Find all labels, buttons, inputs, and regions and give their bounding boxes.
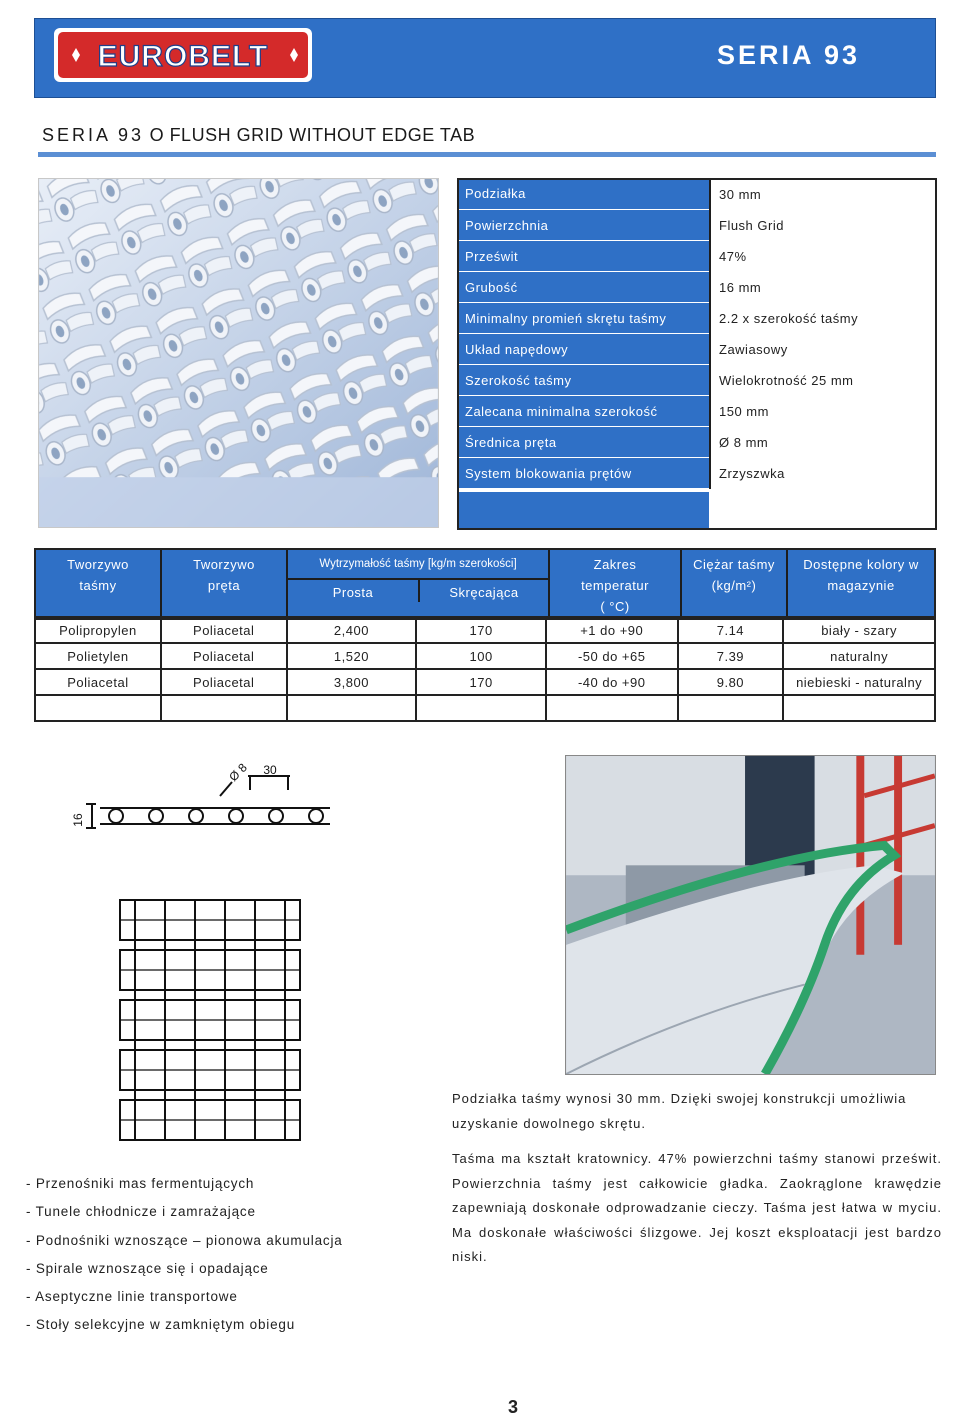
material-cell xyxy=(546,695,678,721)
application-item: - Podnośniki wznoszące – pionowa akumulacja xyxy=(26,1232,343,1248)
subtitle-name: O FLUSH GRID WITHOUT EDGE TAB xyxy=(149,125,476,145)
material-cell: 9.80 xyxy=(678,669,784,695)
spec-row xyxy=(457,303,937,334)
spec-row xyxy=(457,365,937,396)
belt-technical-drawing xyxy=(60,760,400,1160)
spec-label: System blokowania prętów xyxy=(457,458,710,489)
spec-value: Zawiasowy xyxy=(710,334,937,365)
application-item: - Spirale wznoszące się i opadające xyxy=(26,1260,269,1276)
materials-table-header xyxy=(34,548,936,620)
material-cell: biały - szary xyxy=(783,617,935,643)
spec-label: Prześwit xyxy=(457,241,710,272)
drawing-pitch-label: 30 xyxy=(263,763,277,777)
page-subtitle xyxy=(42,125,475,146)
material-cell: Polipropylen xyxy=(35,617,161,643)
material-cell: 170 xyxy=(416,617,546,643)
description-surface: Taśma ma kształt kratownicy. 47% powierzchni taśmy stanowi prześwit. Powierzchnia taśmy jest całkowicie gładka. Zaokrąglone krawędzie zapewniają doskonałe odprowadzanie cieczy. Taśma jest łatwa w myciu. Ma doskonałe właściwości ślizgowe. Jej koszt eksploatacji jest bardzo niski. xyxy=(452,1151,942,1264)
material-row xyxy=(35,617,935,643)
material-row xyxy=(35,643,935,669)
belt-product-photo xyxy=(38,178,439,528)
header-rod-material: Tworzywo pręta xyxy=(193,557,255,593)
spec-label: Grubość xyxy=(457,272,710,303)
spec-value: Wielokrotność 25 mm xyxy=(710,365,937,396)
material-cell: 170 xyxy=(416,669,546,695)
material-cell: naturalny xyxy=(783,643,935,669)
header-weight: Ciężar taśmy (kg/m²) xyxy=(693,557,775,593)
material-cell: Poliacetal xyxy=(161,643,287,669)
application-item: - Tunele chłodnicze i zamrażające xyxy=(26,1204,256,1220)
spec-value: 150 mm xyxy=(710,396,937,427)
header-colors: Dostępne kolory w magazynie xyxy=(803,557,919,593)
spec-label: Szerokość taśmy xyxy=(457,365,710,396)
spec-row xyxy=(457,179,937,210)
spec-value: 16 mm xyxy=(710,272,937,303)
application-item: - Aseptyczne linie transportowe xyxy=(26,1289,238,1305)
logo-text: EUROBELT xyxy=(97,40,269,73)
material-cell xyxy=(678,695,784,721)
material-cell: +1 do +90 xyxy=(546,617,678,643)
installation-photo xyxy=(565,755,936,1075)
subtitle-series: SERIA 93 xyxy=(42,125,145,145)
series-title: SERIA 93 xyxy=(716,40,860,70)
spec-label: Zalecana minimalna szerokość xyxy=(457,396,710,427)
eurobelt-logo xyxy=(54,28,312,82)
application-item: - Przenośniki mas fermentujących xyxy=(26,1176,255,1191)
spec-row xyxy=(457,427,937,458)
spec-row xyxy=(457,272,937,303)
material-cell: niebieski - naturalny xyxy=(783,669,935,695)
material-cell: -50 do +65 xyxy=(546,643,678,669)
material-cell xyxy=(35,695,161,721)
spec-value: Ø 8 mm xyxy=(710,427,937,458)
spec-value: 2.2 x szerokość taśmy xyxy=(710,303,937,334)
spec-value: 30 mm xyxy=(710,179,937,210)
spec-value: Zrzyszwka xyxy=(710,458,937,489)
material-cell: -40 do +90 xyxy=(546,669,678,695)
material-cell: 7.14 xyxy=(678,617,784,643)
material-cell xyxy=(287,695,417,721)
spec-label: Średnica pręta xyxy=(457,427,710,458)
header-straight: Prosta xyxy=(332,585,374,600)
material-cell: Poliacetal xyxy=(35,669,161,695)
spec-label: Minimalny promień skrętu taśmy xyxy=(457,303,710,334)
material-cell: Poliacetal xyxy=(161,617,287,643)
spec-row xyxy=(457,210,937,241)
material-cell xyxy=(783,695,935,721)
spec-value: 47% xyxy=(710,241,937,272)
page-number: 3 xyxy=(508,1397,519,1417)
application-item: - Stoły selekcyjne w zamkniętym obiegu xyxy=(26,1317,295,1333)
material-cell: Polietylen xyxy=(35,643,161,669)
material-cell: 7.39 xyxy=(678,643,784,669)
material-cell xyxy=(161,695,287,721)
material-cell: 100 xyxy=(416,643,546,669)
spec-table xyxy=(457,178,937,489)
subtitle-divider xyxy=(38,152,936,157)
spec-value: Flush Grid xyxy=(710,210,937,241)
spec-label: Powierzchnia xyxy=(457,210,710,241)
drawing-thickness-label: 16 xyxy=(71,813,85,827)
material-cell: 2,400 xyxy=(287,617,417,643)
material-cell: 1,520 xyxy=(287,643,417,669)
material-cell xyxy=(416,695,546,721)
material-cell: Poliacetal xyxy=(161,669,287,695)
header-strength: Wytrzymałość taśmy [kg/m szerokości] xyxy=(319,558,517,570)
materials-table xyxy=(34,616,936,722)
header-turning: Skręcająca xyxy=(449,585,519,600)
material-row xyxy=(35,669,935,695)
applications-list xyxy=(26,1170,343,1340)
spec-table-filler xyxy=(459,492,709,528)
material-cell: 3,800 xyxy=(287,669,417,695)
spec-label: Podziałka xyxy=(457,179,710,210)
material-row-empty xyxy=(35,695,935,721)
spec-row xyxy=(457,396,937,427)
spec-row xyxy=(457,241,937,272)
description-pitch: Podziałka taśmy wynosi 30 mm. Dzięki swojej konstrukcji umożliwia uzyskanie dowolnego skrętu. xyxy=(452,1091,907,1131)
spec-label: Układ napędowy xyxy=(457,334,710,365)
spec-row xyxy=(457,458,937,489)
spec-row xyxy=(457,334,937,365)
header-temperature: Zakres temperatur ( °C) xyxy=(581,557,649,614)
drawing-rod-label: Ø 8 xyxy=(226,760,250,785)
header-belt-material: Tworzywo taśmy xyxy=(67,557,129,593)
